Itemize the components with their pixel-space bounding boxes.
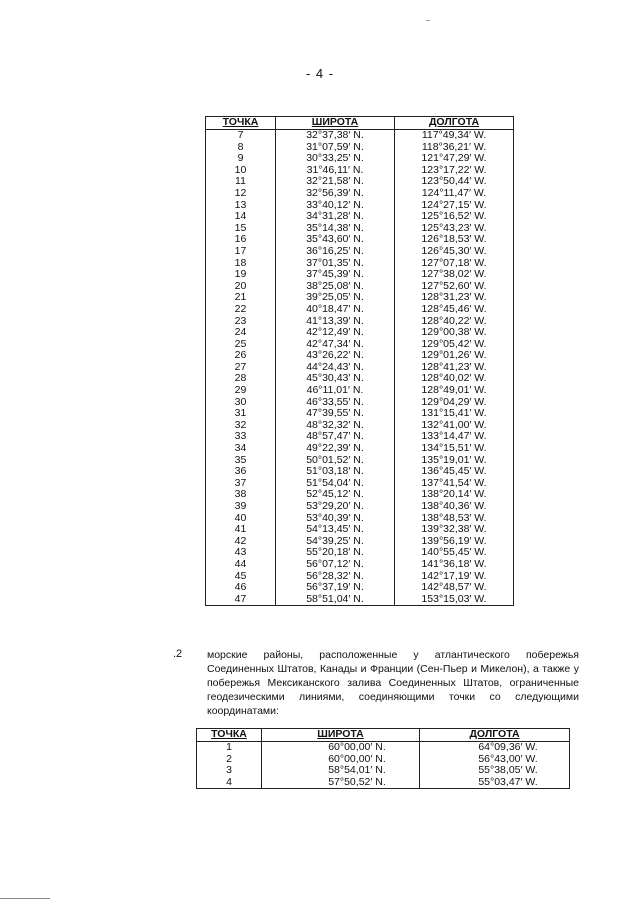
longitude-cell: 142°48,57′ W. [395,582,514,594]
longitude-cell: 131°15,41′ W. [395,408,514,420]
coordinates-table-second [196,728,570,789]
table-header-row [206,117,514,130]
longitude-cell: 138°40,36′ W. [395,501,514,513]
latitude-cell: 51°03,18′ N. [276,466,395,478]
point-cell: 30 [206,397,276,409]
table-row [206,582,514,594]
longitude-cell: 55°38,05′ W. [420,765,570,777]
point-cell: 27 [206,362,276,374]
longitude-cell: 123°50,44′ W. [395,176,514,188]
table-row [206,385,514,397]
longitude-cell: 134°15,51′ W. [395,443,514,455]
longitude-cell: 55°03,47′ W. [420,777,570,789]
point-cell: 45 [206,571,276,583]
latitude-cell: 57°50,52′ N. [262,777,420,789]
point-cell: 34 [206,443,276,455]
point-cell: 44 [206,559,276,571]
longitude-cell: 129°04,29′ W. [395,397,514,409]
latitude-cell: 33°40,12′ N. [276,200,395,212]
longitude-cell: 121°47,29′ W. [395,153,514,165]
point-cell: 40 [206,513,276,525]
latitude-cell: 47°39,55′ N. [276,408,395,420]
table-header-row [197,729,570,742]
table-body [206,130,514,606]
latitude-cell: 30°33,25′ N. [276,153,395,165]
longitude-cell: 133°14,47′ W. [395,431,514,443]
latitude-cell: 40°18,47′ N. [276,304,395,316]
latitude-cell: 58°54,01′ N. [262,765,420,777]
latitude-cell: 36°16,25′ N. [276,246,395,258]
table-row [206,211,514,223]
point-cell: 33 [206,431,276,443]
table-row [206,188,514,200]
latitude-cell: 44°24,43′ N. [276,362,395,374]
latitude-cell: 45°30,43′ N. [276,373,395,385]
point-cell: 42 [206,536,276,548]
longitude-cell: 137°41,54′ W. [395,478,514,490]
point-cell: 23 [206,316,276,328]
point-cell: 24 [206,327,276,339]
table-body [197,742,570,789]
column-header-longitude: ДОЛГОТА [395,117,514,130]
point-cell: 4 [197,777,262,789]
latitude-cell: 48°57,47′ N. [276,431,395,443]
latitude-cell: 43°26,22′ N. [276,350,395,362]
point-cell: 7 [206,130,276,142]
longitude-cell: 118°36,21′ W. [395,142,514,154]
column-header-point: ТОЧКА [197,729,262,742]
point-cell: 3 [197,765,262,777]
longitude-cell: 127°52,60′ W. [395,281,514,293]
latitude-cell: 53°29,20′ N. [276,501,395,513]
latitude-cell: 50°01,52′ N. [276,455,395,467]
point-cell: 10 [206,165,276,177]
latitude-cell: 35°14,38′ N. [276,223,395,235]
paragraph-text: морские районы, расположенные у атлантического побережья Соединенных Штатов, Канады и Франции (Сен-Пьер и Микелон), а также у побережья Мексиканского залива Соединенных Штатов, ограниченные геодезическими линиями, соединяющими точки со следующими координатами: [207,649,579,717]
table-row [206,304,514,316]
longitude-cell: 129°05,42′ W. [395,339,514,351]
longitude-cell: 128°41,23′ W. [395,362,514,374]
longitude-cell: 153°15,03′ W. [395,594,514,606]
point-cell: 2 [197,754,262,766]
column-header-latitude: ШИРОТА [262,729,420,742]
longitude-cell: 128°45,46′ W. [395,304,514,316]
longitude-cell: 136°45,45′ W. [395,466,514,478]
point-cell: 25 [206,339,276,351]
table-row [197,777,570,789]
item-number: .2 [173,648,183,660]
table-row [206,269,514,281]
point-cell: 28 [206,373,276,385]
table-row [197,742,570,754]
longitude-cell: 56°43,00′ W. [420,754,570,766]
point-cell: 41 [206,524,276,536]
table-row [206,246,514,258]
point-cell: 47 [206,594,276,606]
point-cell: 15 [206,223,276,235]
latitude-cell: 34°31,28′ N. [276,211,395,223]
point-cell: 21 [206,292,276,304]
latitude-cell: 56°37,19′ N. [276,582,395,594]
point-cell: 8 [206,142,276,154]
longitude-cell: 124°27,15′ W. [395,200,514,212]
point-cell: 11 [206,176,276,188]
column-header-latitude: ШИРОТА [276,117,395,130]
point-cell: 32 [206,420,276,432]
point-cell: 13 [206,200,276,212]
longitude-cell: 135°19,01′ W. [395,455,514,467]
longitude-cell: 127°07,18′ W. [395,258,514,270]
point-cell: 36 [206,466,276,478]
table-row [206,130,514,142]
point-cell: 26 [206,350,276,362]
latitude-cell: 54°13,45′ N. [276,524,395,536]
table-row [206,443,514,455]
table-row [206,559,514,571]
latitude-cell: 55°20,18′ N. [276,547,395,559]
latitude-cell: 46°11,01′ N. [276,385,395,397]
longitude-cell: 128°40,22′ W. [395,316,514,328]
longitude-cell: 129°01,26′ W. [395,350,514,362]
point-cell: 17 [206,246,276,258]
latitude-cell: 32°37,38′ N. [276,130,395,142]
point-cell: 31 [206,408,276,420]
latitude-cell: 51°54,04′ N. [276,478,395,490]
latitude-cell: 32°56,39′ N. [276,188,395,200]
longitude-cell: 124°11,47′ W. [395,188,514,200]
latitude-cell: 42°12,49′ N. [276,327,395,339]
latitude-cell: 35°43,60′ N. [276,234,395,246]
latitude-cell: 31°07,59′ N. [276,142,395,154]
table-row [206,327,514,339]
latitude-cell: 32°21,58′ N. [276,176,395,188]
longitude-cell: 123°17,22′ W. [395,165,514,177]
longitude-cell: 125°43,23′ W. [395,223,514,235]
table-row [206,594,514,606]
point-cell: 20 [206,281,276,293]
longitude-cell: 141°36,18′ W. [395,559,514,571]
longitude-cell: 132°41,00′ W. [395,420,514,432]
point-cell: 37 [206,478,276,490]
point-cell: 38 [206,489,276,501]
latitude-cell: 52°45,12′ N. [276,489,395,501]
longitude-cell: 138°20,14′ W. [395,489,514,501]
latitude-cell: 56°28,32′ N. [276,571,395,583]
column-header-point: ТОЧКА [206,117,276,130]
longitude-cell: 139°32,38′ W. [395,524,514,536]
longitude-cell: 64°09,36′ W. [420,742,570,754]
latitude-cell: 60°00,00′ N. [262,742,420,754]
longitude-cell: 139°56,19′ W. [395,536,514,548]
latitude-cell: 37°01,35′ N. [276,258,395,270]
coordinates-table-main [205,116,514,606]
longitude-cell: 128°31,23′ W. [395,292,514,304]
point-cell: 12 [206,188,276,200]
point-cell: 18 [206,258,276,270]
point-cell: 14 [206,211,276,223]
latitude-cell: 31°46,11′ N. [276,165,395,177]
latitude-cell: 60°00,00′ N. [262,754,420,766]
point-cell: 1 [197,742,262,754]
longitude-cell: 127°38,02′ W. [395,269,514,281]
footnote-divider [0,898,50,899]
latitude-cell: 39°25,05′ N. [276,292,395,304]
latitude-cell: 37°45,39′ N. [276,269,395,281]
page-number: - 4 - [305,66,335,81]
latitude-cell: 53°40,39′ N. [276,513,395,525]
longitude-cell: 140°55,45′ W. [395,547,514,559]
latitude-cell: 48°32,32′ N. [276,420,395,432]
point-cell: 19 [206,269,276,281]
point-cell: 22 [206,304,276,316]
point-cell: 39 [206,501,276,513]
longitude-cell: 138°48,53′ W. [395,513,514,525]
latitude-cell: 56°07,12′ N. [276,559,395,571]
latitude-cell: 46°33,55′ N. [276,397,395,409]
latitude-cell: 58°51,04′ N. [276,594,395,606]
scan-mark [426,20,430,21]
table-row [206,501,514,513]
longitude-cell: 117°49,34′ W. [395,130,514,142]
longitude-cell: 126°18,53′ W. [395,234,514,246]
longitude-cell: 126°45,30′ W. [395,246,514,258]
point-cell: 46 [206,582,276,594]
latitude-cell: 54°39,25′ N. [276,536,395,548]
longitude-cell: 128°40,02′ W. [395,373,514,385]
column-header-longitude: ДОЛГОТА [420,729,570,742]
longitude-cell: 128°49,01′ W. [395,385,514,397]
longitude-cell: 125°16,52′ W. [395,211,514,223]
point-cell: 16 [206,234,276,246]
latitude-cell: 38°25,08′ N. [276,281,395,293]
latitude-cell: 41°13,39′ N. [276,316,395,328]
point-cell: 29 [206,385,276,397]
point-cell: 35 [206,455,276,467]
point-cell: 9 [206,153,276,165]
point-cell: 43 [206,547,276,559]
longitude-cell: 142°17,19′ W. [395,571,514,583]
longitude-cell: 129°00,38′ W. [395,327,514,339]
latitude-cell: 42°47,34′ N. [276,339,395,351]
latitude-cell: 49°22,39′ N. [276,443,395,455]
